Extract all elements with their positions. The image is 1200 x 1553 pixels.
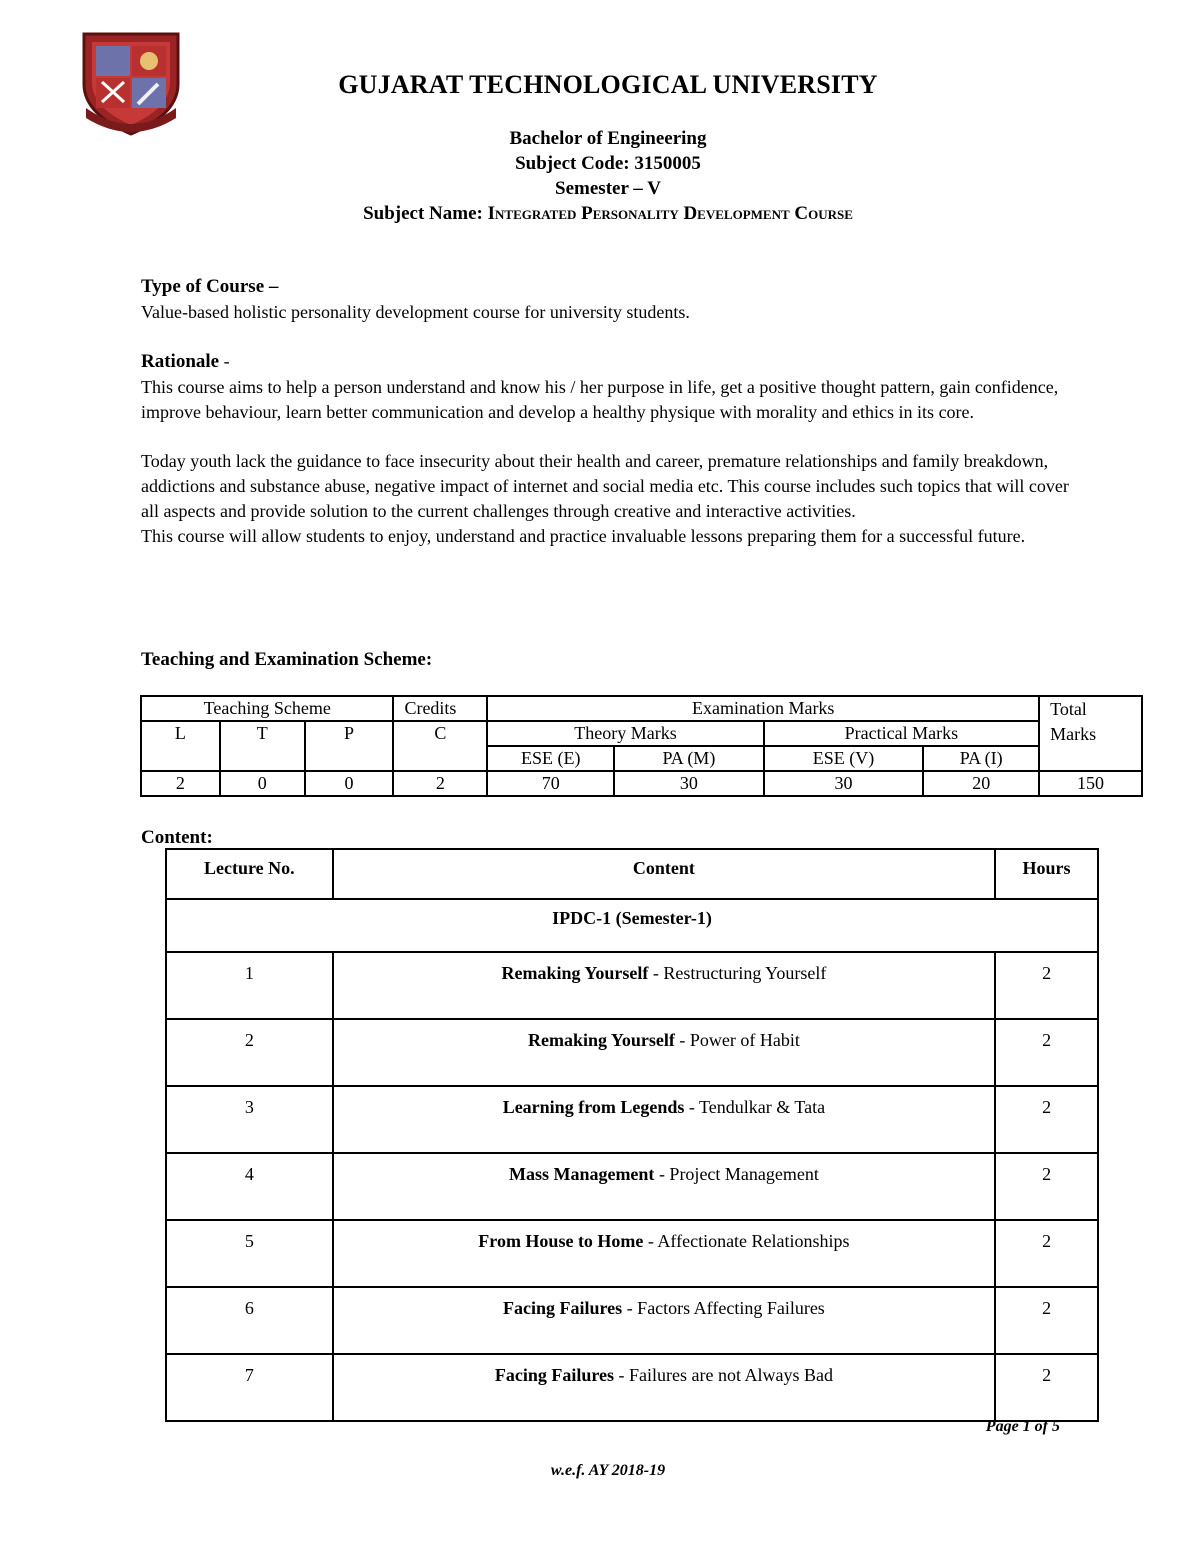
type-of-course-heading: Type of Course – (141, 276, 279, 297)
pa-i-value: 20 (923, 771, 1039, 796)
ese-v-value: 30 (764, 771, 924, 796)
lecture-no-header: Lecture No. (166, 849, 333, 899)
total-value: 150 (1039, 771, 1142, 796)
c-header: C (393, 721, 487, 771)
theory-marks-header: Theory Marks (487, 721, 763, 746)
lecture-number: 3 (166, 1086, 333, 1153)
subject-name (0, 203, 1200, 225)
lecture-number: 2 (166, 1019, 333, 1086)
lecture-number: 5 (166, 1220, 333, 1287)
lecture-title: From House to Home (478, 1231, 644, 1251)
lecture-hours: 2 (995, 952, 1098, 1019)
lecture-hours: 2 (995, 1287, 1098, 1354)
ese-e-value: 70 (487, 771, 614, 796)
lecture-subtitle: - Tendulkar & Tata (684, 1097, 826, 1117)
table-row (166, 1153, 1098, 1220)
subject-name-value: Integrated Personality Development Course (487, 203, 853, 224)
table-row (166, 1287, 1098, 1354)
practical-marks-header: Practical Marks (764, 721, 1039, 746)
table-row (166, 1019, 1098, 1086)
rationale-paragraph-2: Today youth lack the guidance to face insecurity about their health and career, premature relationships and family breakdown, addictions and substance abuse, negative impact of internet and social media etc. This course includes such topics that will cover all aspects and provide solution to the current challenges through creative and interactive activities. (141, 451, 1069, 521)
type-of-course-text: Value-based holistic personality development course for university students. (141, 301, 690, 322)
rationale-heading: Rationale (141, 351, 220, 372)
lecture-subtitle: - Failures are not Always Bad (614, 1365, 833, 1385)
scheme-heading: Teaching and Examination Scheme: (141, 649, 433, 670)
lecture-hours: 2 (995, 1220, 1098, 1287)
lecture-title: Remaking Yourself (528, 1030, 675, 1050)
wef-note: w.e.f. AY 2018-19 (550, 1462, 666, 1479)
content-heading: Content: (141, 827, 213, 848)
page-number: Page 1 of 5 (985, 1418, 1060, 1435)
table-row (166, 1086, 1098, 1153)
lecture-hours: 2 (995, 1086, 1098, 1153)
table-row (166, 1354, 1098, 1421)
university-title: GUJARAT TECHNOLOGICAL UNIVERSITY (338, 70, 878, 99)
p-header: P (305, 721, 394, 771)
lecture-number: 7 (166, 1354, 333, 1421)
rationale-heading-suffix: - (219, 351, 230, 371)
p-value: 0 (305, 771, 394, 796)
table-row (166, 1220, 1098, 1287)
total-marks-header (1039, 696, 1142, 771)
lecture-number: 1 (166, 952, 333, 1019)
content-table (165, 848, 1099, 1422)
ese-e-header: ESE (E) (487, 746, 614, 771)
lecture-title: Remaking Yourself (501, 963, 649, 983)
lecture-content (333, 1086, 995, 1153)
section-row: IPDC-1 (Semester-1) (166, 899, 1098, 952)
pa-m-value: 30 (614, 771, 764, 796)
rationale-paragraph-3: This course will allow students to enjoy, understand and practice invaluable lessons preparing them for a successful future. (141, 525, 1026, 546)
lecture-subtitle: - Project Management (654, 1164, 819, 1184)
lecture-content (333, 1287, 995, 1354)
total-label: Total (1050, 699, 1087, 719)
lecture-content (333, 1354, 995, 1421)
lecture-subtitle: - Factors Affecting Failures (622, 1298, 825, 1318)
lecture-title: Learning from Legends (502, 1097, 685, 1117)
lecture-subtitle: - Restructuring Yourself (648, 963, 827, 983)
lecture-number: 6 (166, 1287, 333, 1354)
ese-v-header: ESE (V) (764, 746, 924, 771)
lecture-hours: 2 (995, 1019, 1098, 1086)
t-header: T (220, 721, 305, 771)
lecture-content (333, 1153, 995, 1220)
lecture-content (333, 952, 995, 1019)
subject-code: Subject Code: 3150005 (515, 153, 701, 174)
l-header: L (141, 721, 220, 771)
c-value: 2 (393, 771, 487, 796)
t-value: 0 (220, 771, 305, 796)
examination-marks-header: Examination Marks (487, 696, 1039, 721)
rationale-paragraph-1: This course aims to help a person understand and know his / her purpose in life, get a positive thought pattern, gain confidence, improve behaviour, learn better communication and develop a healthy physique with morality and ethics in its core. (141, 376, 1059, 422)
pa-i-header: PA (I) (923, 746, 1039, 771)
teaching-scheme-header: Teaching Scheme (141, 696, 393, 721)
l-value: 2 (141, 771, 220, 796)
type-of-course-section (141, 275, 1101, 325)
lecture-content (333, 1220, 995, 1287)
lecture-hours: 2 (995, 1153, 1098, 1220)
lecture-subtitle: - Affectionate Relationships (643, 1231, 850, 1251)
lecture-title: Facing Failures (503, 1298, 623, 1318)
subject-name-label: Subject Name: (363, 203, 488, 224)
credits-header: Credits (393, 696, 487, 721)
hours-header: Hours (995, 849, 1098, 899)
lecture-hours: 2 (995, 1354, 1098, 1421)
lecture-title: Facing Failures (494, 1365, 615, 1385)
lecture-subtitle: - Power of Habit (674, 1030, 800, 1050)
lecture-content (333, 1019, 995, 1086)
lecture-number: 4 (166, 1153, 333, 1220)
table-row (166, 952, 1098, 1019)
marks-label: Marks (1050, 724, 1097, 744)
content-header: Content (333, 849, 995, 899)
pa-m-header: PA (M) (614, 746, 764, 771)
scheme-table (140, 695, 1143, 797)
rationale-section (141, 349, 1101, 548)
semester: Semester – V (555, 178, 661, 199)
degree: Bachelor of Engineering (509, 128, 707, 149)
lecture-title: Mass Management (508, 1164, 655, 1184)
